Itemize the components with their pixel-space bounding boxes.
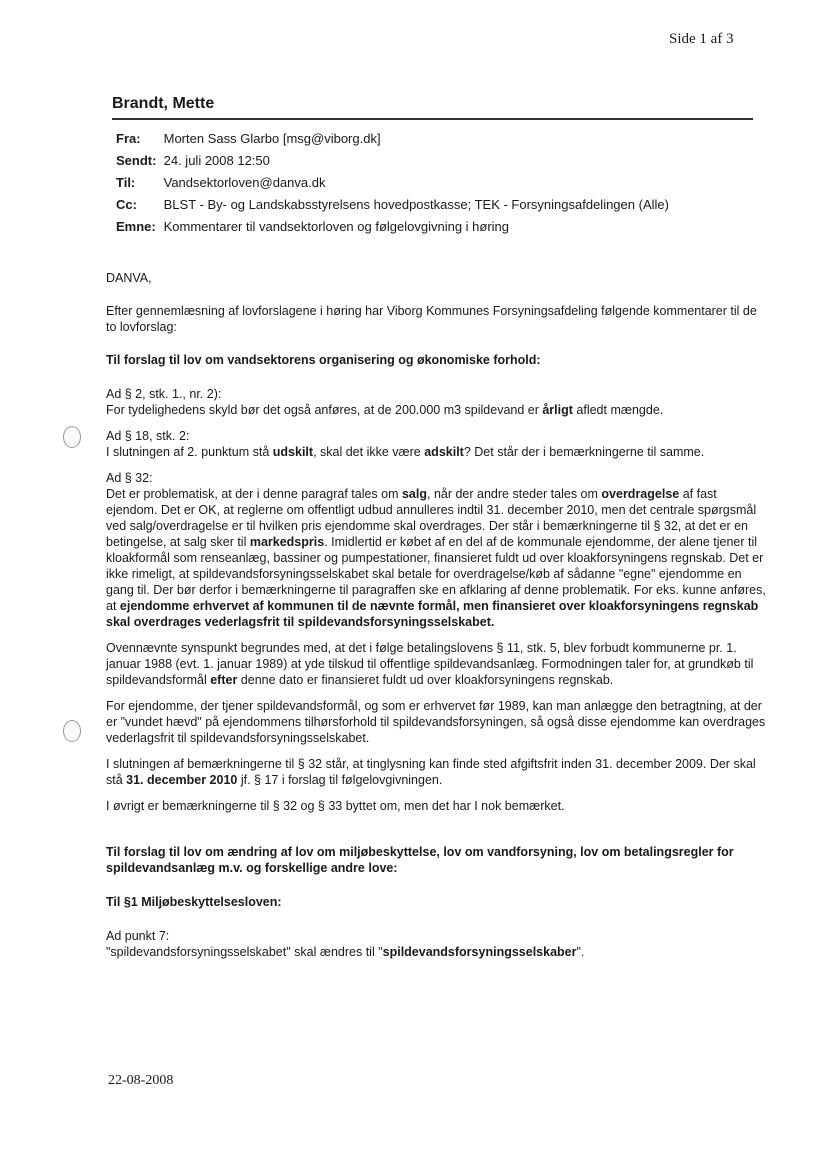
from-row — [116, 131, 381, 146]
ad18-text: I slutningen af 2. punktum stå — [106, 445, 273, 459]
sent-value: 24. juli 2008 12:50 — [163, 153, 270, 168]
letter-body — [106, 270, 766, 970]
ad2-title: Ad § 2, stk. 1., nr. 2): — [106, 387, 222, 401]
synspunkt-text: Ovennævnte synspunkt begrundes med, at det i følge betalingslovens § 11, stk. 5, blev forbudt kommunerne pr. 1. januar 1988 (evt. 1. januar 1989) at yde tilskud til offentlige spildevandsanlæg. Formodningen taler for, at grundkøb til spildevandsformål — [106, 641, 754, 687]
ad32-bold3: markedspris — [249, 535, 325, 549]
ejendomme-paragraph: For ejendomme, der tjener spildevandsformål, og som er erhvervet før 1989, kan man anlægge den betragtning, at der er "vundet hævd" på ejendommens tilhørsforhold til spildevandsforsyningen, så også disse ejendomme kan overdrages vederlagsfrit til spildevandsforsyningsselskabet. — [106, 699, 766, 745]
from-label: Fra: — [116, 131, 141, 146]
footer-date: 22-08-2008 — [108, 1073, 174, 1088]
to-label: Til: — [116, 175, 136, 190]
ad32-title: Ad § 32: — [106, 471, 153, 485]
tinglysning-text: I slutningen af bemærkningerne til § 32 står, at tinglysning kan finde sted afgiftsfrit inden 31. december 2009. Der skal stå — [106, 757, 756, 787]
ad18-bold1: udskilt — [272, 445, 314, 459]
section2-heading: Til forslag til lov om ændring af lov om miljøbeskyttelse, lov om vandforsyning, lov om betalingsregler for spildevandsanlæg m.v. og forskellige andre love: — [106, 845, 734, 875]
ad32-text4: . Imidlertid er købet af en del af de kommunale ejendomme, der alene tjener til kloakformål som renseanlæg, bassiner og pumpestationer, finansieret fuldt ud over kloakforsyningens regnskab. Det er ikke rimeligt, at spildevandsforsyningsselskabet skal betale for overdragelse/køb af sådanne "egne" ejendomme en gang til. Der bør derfor i bemærkningerne til paragraffen ske en afklaring af denne problematik. For eks. kunne anføres, at — [106, 535, 766, 613]
subject-row — [116, 219, 509, 234]
cc-label: Cc: — [116, 197, 137, 212]
sent-row — [116, 153, 270, 168]
synspunkt-bold: efter — [210, 673, 238, 687]
ovrigt-paragraph: I øvrigt er bemærkningerne til § 32 og § 33 byttet om, men det har I nok bemærket. — [106, 799, 565, 813]
section3-heading: Til §1 Miljøbeskyttelsesloven: — [106, 895, 282, 909]
subject-label: Emne: — [116, 219, 156, 234]
ad2-bold: årligt — [542, 403, 573, 417]
header-divider — [112, 118, 753, 120]
ad32-bold4: ejendomme erhvervet af kommunen til de nævnte formål, men finansieret over kloakforsyningens regnskab skal overdrages vederlagsfrit til spildevandsforsyningsselskabet. — [106, 599, 759, 629]
punch-hole — [63, 426, 81, 448]
ad2-text-end: afledt mængde. — [572, 403, 664, 417]
sent-label: Sendt: — [116, 153, 157, 168]
ad32-bold2: overdragelse — [601, 487, 680, 501]
ad2-paragraph — [106, 386, 766, 418]
tinglysning-text-end: jf. § 17 i forslag til følgelovgivningen. — [237, 773, 443, 787]
adpunkt7-text-end: ". — [576, 945, 585, 959]
from-value: Morten Sass Glarbo [msg@viborg.dk] — [163, 131, 381, 146]
subject-value: Kommentarer til vandsektorloven og følgelovgivning i høring — [163, 219, 510, 234]
adpunkt7-paragraph — [106, 928, 766, 960]
adpunkt7-title: Ad punkt 7: — [106, 929, 170, 943]
to-value: Vandsektorloven@danva.dk — [163, 175, 326, 190]
to-row — [116, 175, 325, 190]
ad18-text-end: ? Det står der i bemærkningerne til samme. — [463, 445, 705, 459]
ad18-text-mid: , skal det ikke være — [313, 445, 425, 459]
intro-paragraph: Efter gennemlæsning af lovforslagene i høring har Viborg Kommunes Forsyningsafdeling følgende kommentarer til de to lovforslag: — [106, 304, 757, 334]
cc-value: BLST - By- og Landskabsstyrelsens hovedpostkasse; TEK - Forsyningsafdelingen (Alle) — [163, 197, 669, 212]
ad32-text1: Det er problematisk, at der i denne paragraf tales om — [106, 487, 402, 501]
cc-row — [116, 197, 669, 212]
punch-hole — [63, 720, 81, 742]
ad2-text: For tydelighedens skyld bør det også anføres, at de 200.000 m3 spildevand er — [106, 403, 543, 417]
tinglysning-paragraph — [106, 756, 766, 788]
ad18-paragraph — [106, 428, 766, 460]
tinglysning-bold: 31. december 2010 — [126, 773, 238, 787]
adpunkt7-bold: spildevandsforsyningsselskaber — [382, 945, 577, 959]
ad32-text2: , når der andre steder tales om — [427, 487, 602, 501]
synspunkt-paragraph — [106, 640, 766, 688]
synspunkt-text-end: denne dato er finansieret fuldt ud over kloakforsyningens regnskab. — [237, 673, 614, 687]
ad32-bold1: salg — [401, 487, 427, 501]
greeting: DANVA, — [106, 271, 152, 285]
section1-heading: Til forslag til lov om vandsektorens organisering og økonomiske forhold: — [106, 353, 541, 367]
ad32-text3: af fast ejendom. Det er OK, at reglerne om offentligt udbud annulleres indtil 31. december 2010, men det centrale spørgsmål ved salg/overdragelse er til hvilken pris ejendomme skal overdrages. Der står i bemærkningerne til § 32, at det er en betingelse, at salg sker til — [106, 487, 757, 549]
ad18-title: Ad § 18, stk. 2: — [106, 429, 190, 443]
ad18-bold2: adskilt — [424, 445, 464, 459]
ad32-paragraph — [106, 470, 766, 630]
sender-name: Brandt, Mette — [112, 95, 215, 112]
page-number: Side 1 af 3 — [669, 31, 734, 47]
adpunkt7-text: "spildevandsforsyningsselskabet" skal ændres til " — [106, 945, 383, 959]
